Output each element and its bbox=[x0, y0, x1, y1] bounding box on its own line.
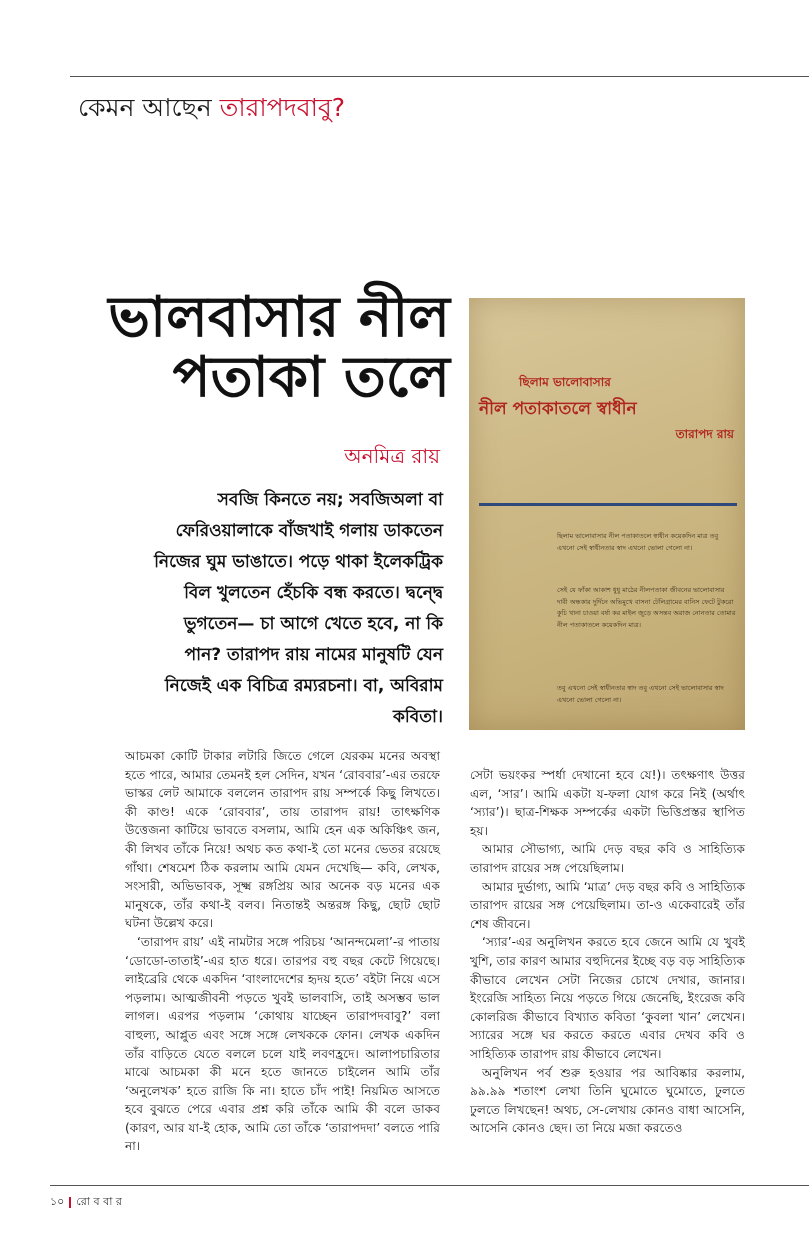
article-title bbox=[70, 285, 450, 410]
body-paragraph: সেটা ভয়ংকর স্পর্ধা দেখানো হবে যে!)। তৎক্ষণাৎ উত্তর এল, ‘সার’। আমি একটা য-ফলা যোগ করে নিই (অর্থাৎ ‘স্যার’)। ছাত্র-শিক্ষক সম্পর্কের একটা ভিত্তিপ্রস্তর স্থাপিত হয়। bbox=[470, 768, 745, 838]
top-rule bbox=[70, 76, 809, 77]
body-paragraph: ‘স্যার’-এর অনুলিখন করতে হবে জেনে আমি যে খুবই খুশি, তার কারণ আমার বহুদিনের ইচ্ছে বড় বড় সাহিত্যিক কীভাবে লেখেন সেটা নিজের চোখে দেখার, জানার। ইংরেজি সাহিত্য নিয়ে পড়তে গিয়ে জেনেছি, ইংরেজ কবি কোলরিজ কীভাবে বিখ্যাত কবিতা ‘কুবলা খান’ লেখেন। স্যারের সঙ্গে ঘর করতে করতে এবার দেখব কবি ও সাহিত্যিক তারাপদ রায় কীভাবে লেখেন। bbox=[470, 935, 745, 1061]
footer-separator bbox=[69, 1197, 71, 1208]
book-cover-image bbox=[469, 298, 745, 730]
article-title-line-2: পতাকা তলে bbox=[172, 345, 450, 410]
body-column-left bbox=[125, 747, 440, 1156]
book-cover-poem-stanza: তবু এখনো সেই স্বাধীনতার স্বাদ তবু এখনো সেই ভালোবাসার স্বাদ এখনো ভোলা গেলো না। bbox=[557, 684, 724, 704]
section-title bbox=[78, 88, 778, 128]
body-paragraph: অনুলিখন পর্ব শুরু হওয়ার পর আবিষ্কার করলাম, ৯৯.৯৯ শতাংশ লেখা তিনি ঘুমোতে ঘুমোতে, ঢুলতে ঢুলতে লিখছেন! অথচ, সে-লেখায় কোনও বাধা আসেনি, আসেনি কোনও ছেদ। তা নিয়ে মজা করতেও bbox=[470, 1065, 745, 1136]
magazine-name: রো ব বা র bbox=[76, 1195, 122, 1208]
book-cover-small-line: ছিলাম ভালোবাসার bbox=[519, 375, 611, 389]
section-title-accent: তারাপদবাবু? bbox=[219, 93, 346, 122]
book-cover-title: নীল পতাকাতলে স্বাধীন bbox=[479, 399, 637, 419]
article-author: অনমিত্র রায় bbox=[344, 444, 440, 468]
book-cover-poem-stanza: সেই যে ফাঁকা আকাশ ধুধু মাঠের নীলপতাকা জীবনের ভালোবাসার দাবী অন্ধকার দুর্দিনে অভিমুখে বাসনা টেলিগ্রামের বানিস ফেটে টুকরো কুচি খানা চাওয়া বর্ষা কর মাইল জুড়ে অসন্তব অরাজ নোনতার তোমার নীল পতাকাতলে কয়েকদিন মাত্র। bbox=[557, 586, 736, 629]
bottom-rule bbox=[50, 1185, 809, 1186]
book-cover-divider bbox=[479, 503, 737, 506]
section-title-prefix: কেমন আছেন bbox=[78, 93, 220, 122]
body-paragraph: ‘তারাপদ রায়’ এই নামটার সঙ্গে পরিচয় ‘আনন্দমেলা’-র পাতায় ‘ডোডো-তাতাই’-এর হাত ধরে। তারপর বহু বছর কেটে গিয়েছে। লাইব্রেরি থেকে একদিন ‘বাংলাদেশের হৃদয় হতে’ বইটা নিয়ে এসে পড়লাম। আত্মজীবনী পড়তে খুবই ভালবাসি, তাই অসম্ভব ভাল লাগল। এরপর পড়লাম ‘কোথায় যাচ্ছেন তারাপদবাবু?’ বলা বাহুল্য, আপ্লুত এবং সঙ্গে সঙ্গে লেখককে ফোন। লেখক একদিন তাঁর বাড়িতে যেতে বললে চলে যাই লবণহ্রদে। আলাপচারিতার মাঝে আচমকা কী মনে হতে জানতে চাইলেন আমি তাঁর ‘অনুলেখক’ হতে রাজি কি না। হাতে চাঁদ পাই! নিয়মিত আসতে হবে বুঝতে পেরে এবার প্রশ্ন করি তাঁকে আমি কী বলে ডাকব (কারণ, আর যা-ই হোক, আমি তো তাঁকে ‘তারাপদদা’ বলতে পারি না। bbox=[125, 934, 440, 1154]
body-column-right bbox=[470, 766, 745, 1138]
body-paragraph: আচমকা কোটি টাকার লটারি জিতে গেলে যেরকম মনের অবস্থা হতে পারে, আমার তেমনই হল সেদিন, যখন ‘রোববার’-এর তরফে ভাস্কর লেট আমাকে বললেন তারাপদ রায় সম্পর্কে কিছু লিখতে। কী কাণ্ড! একে ‘রোববার’, তায় তারাপদ রায়! তাৎক্ষণিক উত্তেজনা কাটিয়ে ভাবতে বসলাম, আমি হেন এক অকিঞ্চিৎ জন, কী লিখব তাঁকে নিয়ে! অথচ কত কথা-ই তো মনের ভেতর রয়েছে গাঁথা। শেষমেশ ঠিক করলাম আমি যেমন দেখেছি— কবি, লেখক, সংসারী, অভিভাবক, সূক্ষ্ম রঙ্গপ্রিয় আর অনেক বড় মনের এক মানুষকে, তাঁর কথা-ই বলব। নিতান্তই অন্তরঙ্গ কিছু, ছোট ছোট ঘটনা উল্লেখ করে। bbox=[125, 749, 440, 931]
body-paragraph: আমার দুর্ভাগ্য, আমি ‘মাত্র’ দেড় বছর কবি ও সাহিত্যিক তারাপদ রায়ের সঙ্গ পেয়েছিলাম। তা-ও একেবারেই তাঁর শেষ জীবনে। bbox=[470, 879, 745, 931]
book-cover-poem-stanza: ছিলাম ভালোবাসার নীল পতাকাতলে স্বাধীন কয়েকদিন মাত্র তবু এখনো সেই স্বাধীনতার স্বাদ এখনো ভোলা গেলো না। bbox=[557, 532, 719, 552]
article-title-line-1: ভালবাসার নীল bbox=[108, 285, 450, 350]
book-cover-author: তারাপদ রায় bbox=[675, 427, 734, 441]
page-footer bbox=[50, 1193, 122, 1211]
body-paragraph: আমার সৌভাগ্য, আমি দেড় বছর কবি ও সাহিত্যিক তারাপদ রায়ের সঙ্গ পেয়েছিলাম। bbox=[470, 842, 745, 875]
article-intro: সবজি কিনতে নয়; সবজিঅলা বা ফেরিওয়ালাকে বাঁজখাই গলায় ডাকতেন নিজের ঘুম ভাঙাতে। পড়ে থাকা ইলেকট্রিক বিল খুলতেন হেঁচকি বন্ধ করতে। দ্বন্দ্বে ভুগতেন— চা আগে খেতে হবে, না কি পান? তারাপদ রায় নামের মানুষটি যেন নিজেই এক বিচিত্র রম্যরচনা। বা, অবিরাম কবিতা। bbox=[154, 490, 443, 727]
page-number: ১০ bbox=[50, 1195, 65, 1208]
